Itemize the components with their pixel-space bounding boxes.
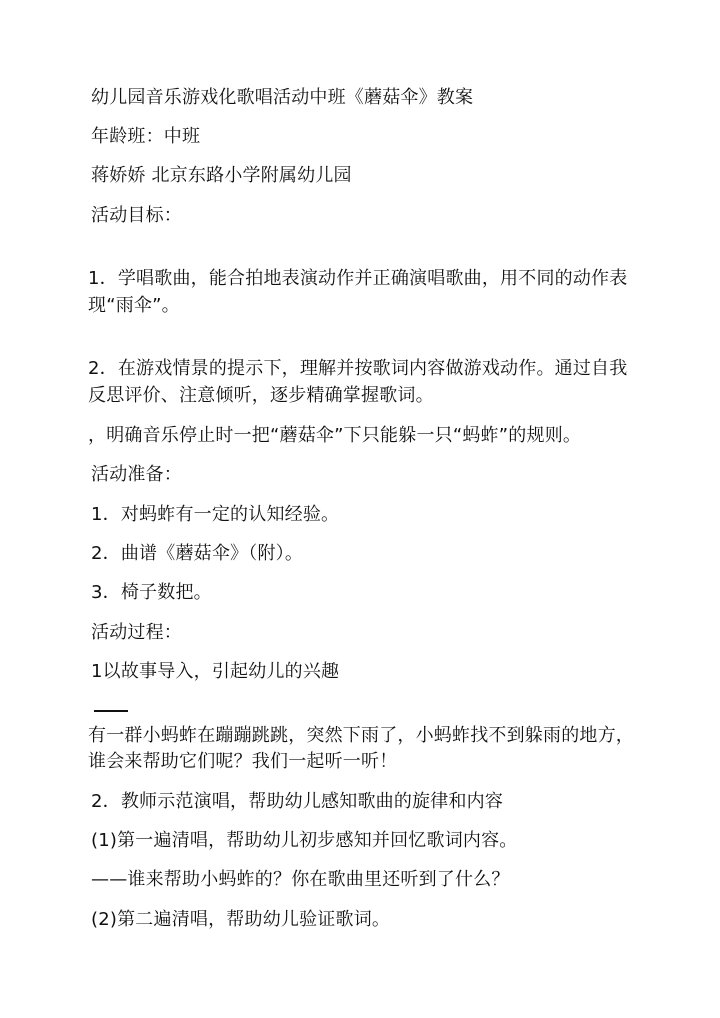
goal1-line1: 1．学唱歌曲，能合拍地表演动作并正确演唱歌曲，用不同的动作表 [88,268,628,289]
process-heading: 活动过程： [91,622,182,643]
goal2-line2: 反思评价、注意倾听，逐步精确掌握歌词。 [88,385,434,406]
step-1: 1以故事导入，引起幼儿的兴趣 [91,661,340,682]
dash-rule [94,710,128,712]
story-line2: 谁会来帮助它们呢？我们一起听一听！ [88,751,398,772]
prep-heading: 活动准备： [91,464,182,485]
step-2: 2．教师示范演唱，帮助幼儿感知歌曲的旋律和内容 [91,791,504,812]
question-line: ——谁来帮助小蚂蚱的？你在歌曲里还听到了什么？ [91,869,510,890]
sub-step-2: (2)第二遍清唱，帮助幼儿验证歌词。 [91,909,391,930]
prep-item-2: 2．曲谱《蘑菇伞》（附）。 [91,543,304,564]
sub-step-1: (1)第一遍清唱，帮助幼儿初步感知并回忆歌词内容。 [91,830,518,851]
goal2-line1: 2．在游戏情景的提示下，理解并按歌词内容做游戏动作。通过自我 [88,358,628,379]
prep-item-3: 3．椅子数把。 [91,582,212,603]
age-class-line: 年龄班：中班 [91,126,201,147]
author-line: 蒋娇娇 北京东路小学附属幼儿园 [91,165,352,186]
story-line1: 有一群小蚂蚱在蹦蹦跳跳，突然下雨了，小蚂蚱找不到躲雨的地方， [88,725,634,746]
goal1-line2: 现“雨伞”。 [88,295,180,316]
goals-heading: 活动目标： [91,205,182,226]
goal2-line3: ，明确音乐停止时一把“蘑菇伞”下只能躲一只“蚂蚱”的规则。 [88,425,582,446]
prep-item-1: 1．对蚂蚱有一定的认知经验。 [91,504,340,525]
document-title: 幼儿园音乐游戏化歌唱活动中班《蘑菇伞》教案 [91,87,474,108]
